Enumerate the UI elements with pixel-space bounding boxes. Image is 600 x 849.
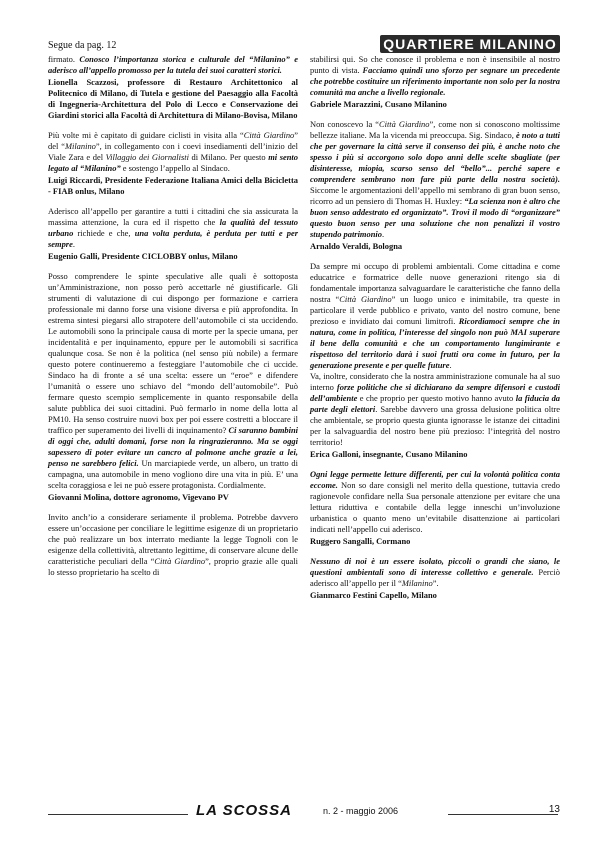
signature: Giovanni Molina, dottore agronomo, Vigevano PV [48,492,229,502]
letter-veraldi: Non conoscevo la “Città Giardino”, come non si conoscono moltissime bellezze italiane. Ma la vicenda mi preoccupa. Sig. Sindaco, è noto a tutti che per governare la città serve il consenso dei più, è anche noto che spesso i più si accorgono solo dopo anni delle scelte sbagliate (per disinteresse, miopia, scarso senso del “bello”... perché sapere e comprendere sembrano non fare più parte della nostra società). Siccome le argomentazioni dell’appello mi sembrano di gran buon senso, ricorro ad un pensiero di Thomas H. Huxley: “La scienza non è altro che buon senso addestrato ed organizzato”. Trovi il modo di “organizzare” questo buon senso per una soluzione che non penalizzi il vostro stupendo patrimonio. Arnaldo Veraldi, Bologna [310,119,560,251]
right-column [310,54,560,610]
signature: Erica Galloni, insegnante, Cusano Milanino [310,449,468,459]
page-footer [48,802,560,821]
page-number: 13 [548,804,560,815]
signature: Gabriele Marazzini, Cusano Milanino [310,99,447,109]
letter-scazzosi: firmato. Conosco l’importanza storica e culturale del “Milanino” e aderisco all’appello promosso per la tutela dei suoi caratteri storici. Lionella Scazzosi, professore di Restauro Architettonico al Politecnico di Milano, di Tutela e gestione del Paesaggio alla Facoltà di Ingegneria-Architettura del Polo di Lecco e Conservazione dei Giardini storici alla Facoltà di Architettura di Milano-Bovisa, Milano [48,54,298,120]
signature: Gianmarco Festini Capello, Milano [310,590,437,600]
letter-sangalli: Ogni legge permette letture differenti, per cui la volontà politica conta eccome. Non so dare consigli nel merito della questione, tuttavia credo ragionevole confidare nella Sua personale attenzione per evitare che una lettura riduttiva e contabile della legge inneschi un’involuzione urbanistica o quanto meno un’evitabile disattenzione ai particolari indicati nell’appello cui aderisco. Ruggero Sangalli, Cormano [310,469,560,546]
continued-from-label: Segue da pag. 12 [48,40,117,51]
magazine-logo: LA SCOSSA [196,802,292,819]
letter-festini: Nessuno di noi è un essere isolato, piccoli o grandi che siano, le questioni ambientali sono di interesse collettivo e generale. Perciò aderisco all’appello per il “Milanino”. Gianmarco Festini Capello, Milano [310,556,560,600]
issue-label: n. 2 - maggio 2006 [323,806,399,816]
signature: Luigi Riccardi, Presidente Federazione Italiana Amici della Bicicletta - FIAB onlus, Milano [48,175,298,196]
letter-galloni-cont: Va, inoltre, considerato che la nostra amministrazione comunale ha al suo interno forze politiche che si dichiarano da sempre difensori e custodi dell’ambiente e che proprio per questo motivo hanno avuto la fiducia da parte degli elettori. Sarebbe davvero una grossa delusione politica oltre che ambientale, se proprio questa giunta ignorasse le istanze dei cittadini per la salvaguardia del nostro bene più prezioso: l’integrità del nostro territorio! Erica Galloni, insegnante, Cusano Milanino [310,371,561,459]
letter-molina: Posso comprendere le spinte speculative alle quali è sottoposta un’Amministrazione, non posso però accettarle né giustificarle. Gli strumenti di valutazione di cui dispongo per formazione e carriera professionale mi danno forse una visione diversa e più approfondita. In estrema sintesi piegarsi allo strapotere dell’automobile ci sta uccidendo. Le automobili sono la principale causa di morte per la specie umana, per incidentalità e per inquinamento, eppure per le automobili si sacrifica qualunque cosa. Se non è la politica (nel senso più nobile) a fermare questo potere continueremo a festeggiare l’automobile che ci uccide. Sindaco ha di fronte a sé una scelta: essere un “eroe” e difendere l’umanità o essere uno schiavo del “mondo dell’automobile”. Può fermare questo scempio semplicemente in quanto responsabile della salute pubblica dei suoi cittadini. Può fermarlo in nome della lotta al PM10. Ha senso costruire nuovi box per poi essere costretti a bloccare il traffico per superamento dei livelli di inquinamento? Ci saranno bambini di oggi che, adulti domani, forse non la ringrazieranno. Ma se oggi sapessero di poter evitare un cancro al polmone anche grazie a lei, penso ne sarebbero felici. Un marciapiede verde, un albero, un tratto di campagna, una automobile in meno vogliono dire una vita in più. E’ una scelta coraggiosa e lei ne può essere protagonista. Cordialmente. Giovanni Molina, dottore agronomo, Vigevano PV [48,271,298,502]
signature: Arnaldo Veraldi, Bologna [310,241,403,251]
letter-marazzini-end: stabilirsi qui. So che conosce il problema e non è insensibile al nostro punto di vista. Facciamo quindi uno sforzo per segnare un precedente che potrebbe costituire un riferimento importante non solo per la nostra comunità ma anche a livello regionale. Gabriele Marazzini, Cusano Milanino [310,54,561,109]
left-column [48,54,298,587]
letter-riccardi: Più volte mi è capitato di guidare ciclisti in visita alla “Città Giardino” del “Milanino”, in collegamento con i coevi insediamenti dell’inizio del Viale Zara e del Villaggio dei Giornalisti di Milano. Per questo mi sento legato al “Milanino” e sostengo l’appello al Sindaco. Luigi Riccardi, Presidente Federazione Italiana Amici della Bicicletta - FIAB onlus, Milano [48,130,299,196]
signature: Eugenio Galli, Presidente CICLOBBY onlus, Milano [48,251,238,261]
section-banner: QUARTIERE MILANINO [380,35,560,53]
letter-galli: Aderisco all’appello per garantire a tutti i cittadini che sia assicurata la massima attenzione, la cura ed il rispetto che la qualità del tessuto urbano richiede e che, una volta perduta, è perduta per tutti e per sempre. Eugenio Galli, Presidente CICLOBBY onlus, Milano [48,206,298,261]
signature: Lionella Scazzosi, professore di Restauro Architettonico al Politecnico di Milano, di Tutela e gestione del Paesaggio alla Facoltà di Ingegneria-Architettura del Polo di Lecco e Conservazione dei Giardini storici alla Facoltà di Architettura di Milano-Bovisa, Milano [48,77,298,120]
signature: Ruggero Sangalli, Cormano [310,536,411,546]
letter-galloni: Da sempre mi occupo di problemi ambientali. Come cittadina e come educatrice e formatrice delle nuove generazioni ritengo sia di fondamentale importanza salvaguardare le caratteristiche che fanno della nostra “Città Giardino” un luogo unico e inimitabile, tra queste in particolare il verde pubblico e privato, vanto del nostro comune, bene prezioso e invidiato dai comuni limitrofi. Ricordiamoci sempre che in natura, come in politica, l’interesse del singolo non può MAI superare il bene della comunità e che un comportamento lungimirante e rispettoso del territorio darà i suoi frutti ora come in futuro, per la generazione presente e per quelle future. [310,261,560,370]
letter-marazzini-start: Invito anch’io a considerare seriamente il problema. Potrebbe davvero essere un’occasione per conciliare le legittime esigenze di un proprietario che può realizzare un box interrato mediante la legge Tognoli con le esigenze della collettività, altrettanto legittime, di conservare alcune delle caratteristiche peculiari della “Città Giardino”, proprio grazie alle quali lo stesso proprietario ha scelto di [48,512,298,577]
footer-rule-right [448,814,558,815]
footer-rule-left [48,814,188,815]
